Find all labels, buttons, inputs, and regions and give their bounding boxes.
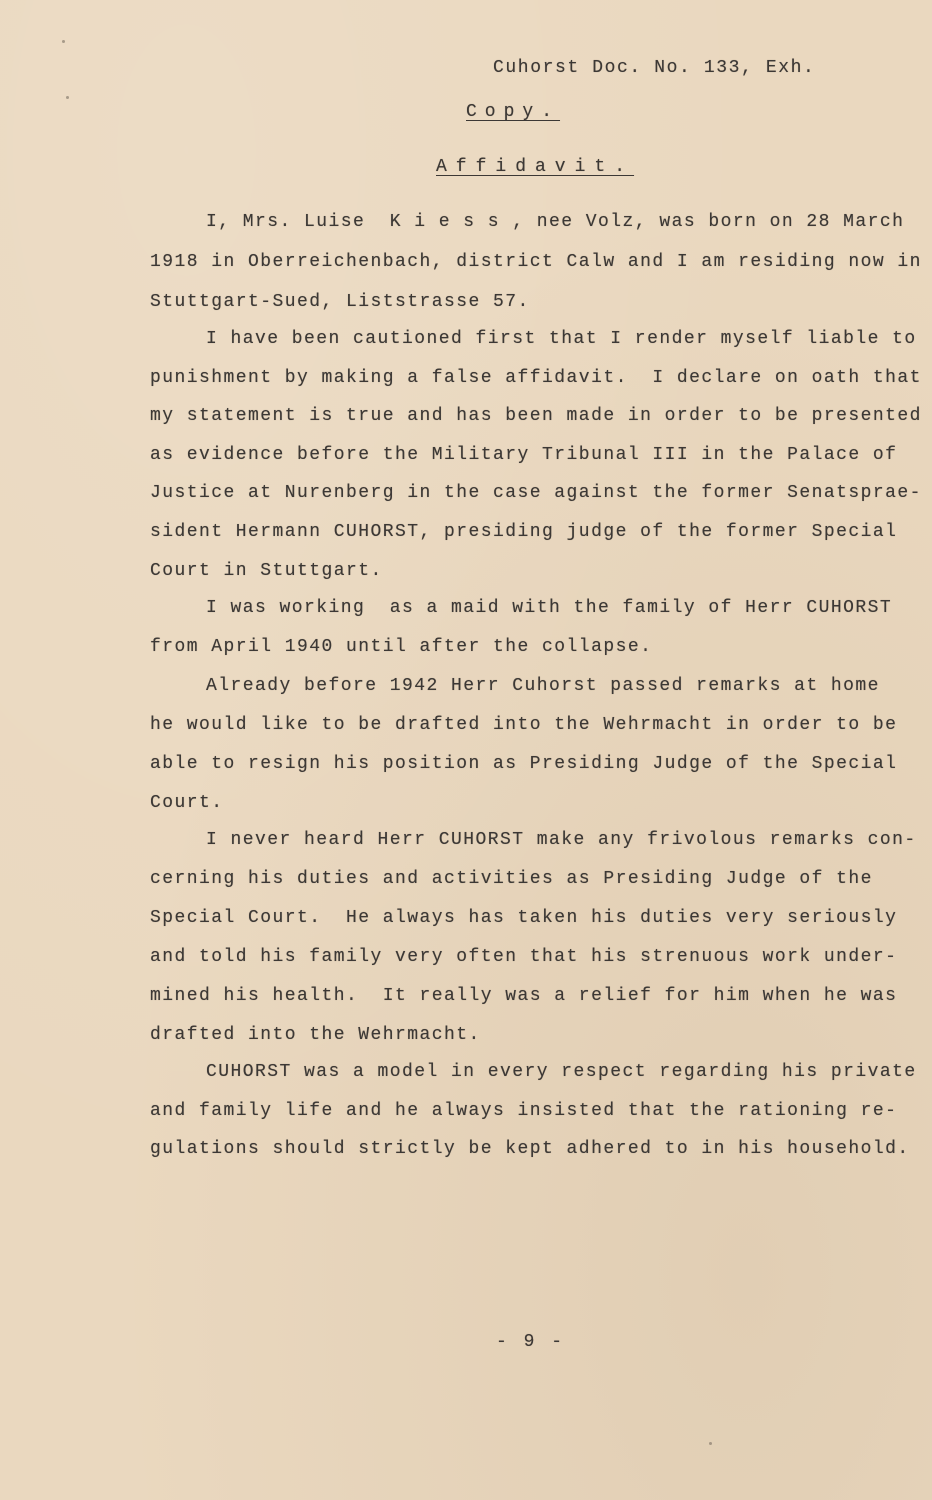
body-line: from April 1940 until after the collapse.	[150, 637, 653, 657]
body-line: and told his family very often that his strenuous work under-	[150, 947, 898, 967]
body-line: 1918 in Oberreichenbach, district Calw and I am residing now in	[150, 252, 922, 272]
body-line: Already before 1942 Herr Cuhorst passed remarks at home	[206, 676, 880, 696]
body-line: I have been cautioned first that I render myself liable to	[206, 329, 917, 349]
body-line: I never heard Herr CUHORST make any frivolous remarks con-	[206, 830, 917, 850]
body-line: CUHORST was a model in every respect regarding his private	[206, 1062, 917, 1082]
page-number: - 9 -	[496, 1332, 566, 1352]
body-line: Court in Stuttgart.	[150, 561, 383, 581]
paper-speck	[66, 96, 69, 99]
body-line: he would like to be drafted into the Wehrmacht in order to be	[150, 715, 898, 735]
body-line: punishment by making a false affidavit. I declare on oath that	[150, 368, 922, 388]
body-line: Court.	[150, 793, 224, 813]
body-line: cerning his duties and activities as Presiding Judge of the	[150, 869, 873, 889]
body-line: as evidence before the Military Tribunal III in the Palace of	[150, 445, 898, 465]
body-line: able to resign his position as Presiding Judge of the Special	[150, 754, 898, 774]
body-line: Stuttgart-Sued, Liststrasse 57.	[150, 292, 530, 312]
body-line: mined his health. It really was a relief for him when he was	[150, 986, 898, 1006]
body-line: and family life and he always insisted that the rationing re-	[150, 1101, 898, 1121]
body-line: I, Mrs. Luise K i e s s , nee Volz, was born on 28 March	[206, 212, 905, 232]
paper-speck	[709, 1442, 712, 1445]
copy-label: Copy.	[466, 102, 561, 122]
body-line: my statement is true and has been made in order to be presented	[150, 406, 922, 426]
body-line: sident Hermann CUHORST, presiding judge of the former Special	[150, 522, 898, 542]
body-line: drafted into the Wehrmacht.	[150, 1025, 481, 1045]
body-line: I was working as a maid with the family of Herr CUHORST	[206, 598, 893, 618]
body-line: Special Court. He always has taken his duties very seriously	[150, 908, 898, 928]
document-reference: Cuhorst Doc. No. 133, Exh.	[493, 58, 816, 78]
body-line: gulations should strictly be kept adhered to in his household.	[150, 1139, 910, 1159]
body-line: Justice at Nurenberg in the case against the former Senatsprae-	[150, 483, 922, 503]
document-title: Affidavit.	[436, 157, 635, 177]
paper-speck	[62, 40, 65, 43]
